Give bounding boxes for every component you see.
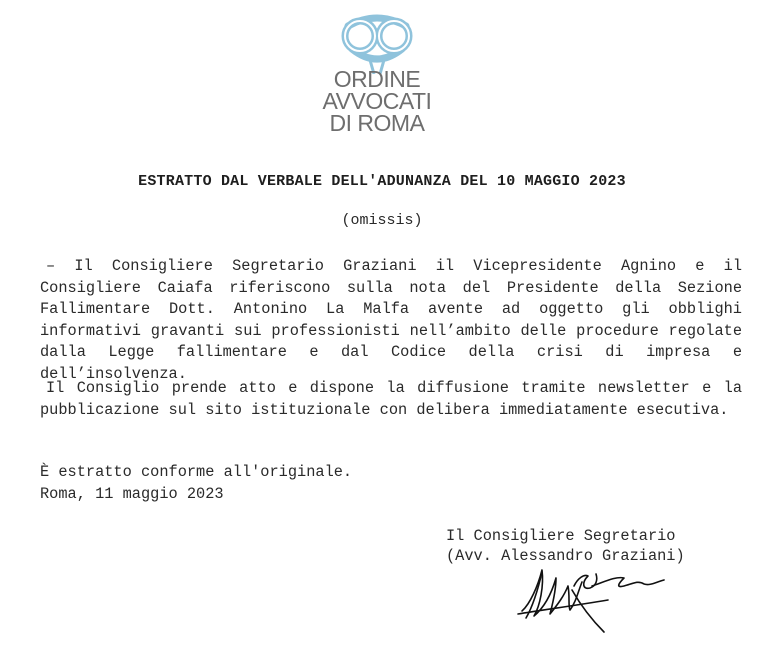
knot-emblem-icon: [312, 14, 442, 74]
omissis-note: (omissis): [341, 212, 423, 229]
logo: [312, 14, 442, 140]
paragraph-resolution: [40, 378, 742, 421]
handwritten-signature-icon: [512, 556, 687, 638]
logo-text-line1: ORDINE: [333, 66, 421, 92]
paragraph-report: [40, 256, 742, 385]
logo-text-line2: AVVOCATI: [322, 88, 432, 114]
signer-role: Il Consigliere Segretario: [446, 527, 676, 545]
paragraph-resolution-text: Il Consiglio prende atto e dispone la diffusione tramite newsletter e la pubblicazione sul sito istituzionale con delibera immediatamente esecutiva.: [40, 379, 742, 419]
place-date: Roma, 11 maggio 2023: [40, 485, 224, 503]
paragraph-report-text: – Il Consigliere Segretario Graziani il Vicepresidente Agnino e il Consigliere Caiafa riferiscono sulla nota del Presidente della Sezione Fallimentare Dott. Antonino La Malfa avente ad oggetto gli obblighi informativi gravanti sui professionisti nell’ambito delle procedure regolate dalla Legge fallimentare e dal Codice della crisi di impresa e dell’insolvenza.: [40, 257, 742, 383]
document-title: ESTRATTO DAL VERBALE DELL'ADUNANZA DEL 10 MAGGIO 2023: [138, 173, 626, 190]
signer-name: (Avv. Alessandro Graziani): [446, 547, 685, 565]
logo-text-line3: DI ROMA: [329, 110, 425, 136]
conforme-statement: È estratto conforme all'originale.: [40, 463, 353, 481]
